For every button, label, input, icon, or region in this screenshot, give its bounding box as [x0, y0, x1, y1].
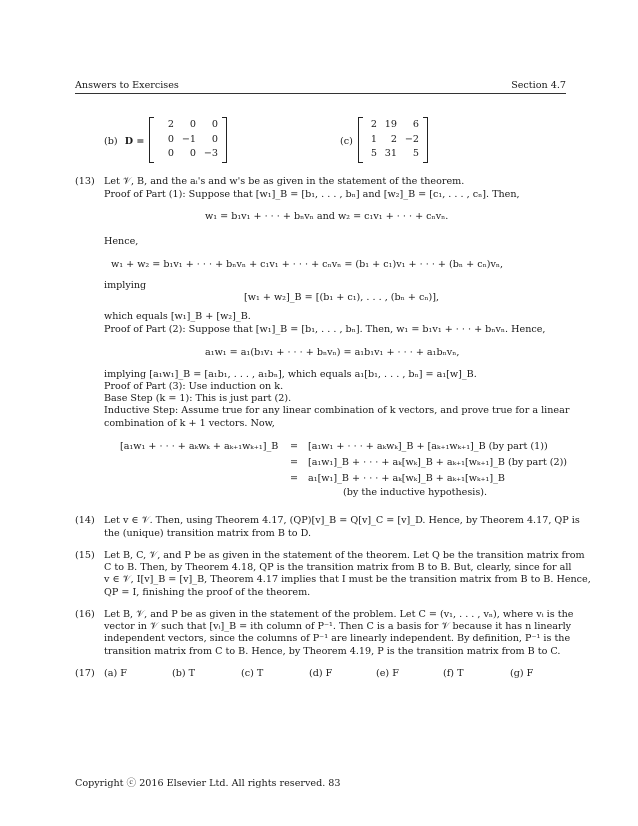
- answer-item: (a) F: [104, 668, 127, 679]
- ex13-equation: [w₁ + w₂]_B = [(b₁ + c₁), . . . , (bₙ + cₙ)],: [244, 292, 440, 303]
- ex15-number: (15): [75, 550, 95, 561]
- copyright-footer: Copyright ⓒ 2016 Elsevier Ltd. All rights reserved. 83: [75, 778, 341, 789]
- ex13-line: Inductive Step: Assume true for any linear combination of k vectors, and prove true for a linear: [104, 405, 570, 416]
- answer-item: (e) F: [376, 668, 399, 679]
- matrix-cell: −2: [404, 133, 419, 145]
- align-eq: =: [290, 441, 299, 452]
- part-b-label: [104, 136, 144, 149]
- matrix-cell: 0: [167, 148, 174, 159]
- matrix-cell: 5: [412, 148, 419, 159]
- align-lhs: [a₁w₁ + · · · + aₖwₖ + aₖ₊₁wₖ₊₁]_B: [120, 441, 279, 452]
- ex16-line: Let B, 𝒱, and P be as given in the statement of the problem. Let C = (v₁, . . . , vₙ), where vᵢ is the: [104, 609, 574, 620]
- matrix-c: [358, 117, 428, 163]
- matrix-cell: 0: [189, 119, 196, 130]
- matrix-cell: 31: [384, 148, 397, 159]
- ex13-line: combination of k + 1 vectors. Now,: [104, 418, 275, 429]
- matrix-c-grid: [363, 117, 423, 163]
- header-left: Answers to Exercises: [75, 80, 179, 91]
- matrix-cell: 2: [370, 119, 377, 130]
- running-header: [75, 80, 566, 94]
- align-rhs: [a₁w₁ + · · · + aₖwₖ]_B + [aₖ₊₁wₖ₊₁]_B (by part (1)): [308, 441, 548, 452]
- answer-item: (d) F: [309, 668, 333, 679]
- header-right: Section 4.7: [511, 80, 566, 91]
- align-note: (by the inductive hypothesis).: [343, 487, 488, 498]
- answer-item: (c) T: [241, 668, 264, 679]
- matrix-cell: 0: [167, 133, 174, 145]
- part-b-lhs: D =: [124, 136, 145, 147]
- ex17-number: (17): [75, 668, 95, 679]
- align-rhs: [a₁w₁]_B + · · · + aₖ[wₖ]_B + aₖ₊₁[wₖ₊₁]_B (by part (2)): [308, 457, 568, 468]
- ex13-line: Proof of Part (2): Suppose that [w₁]_B = [b₁, . . . , bₙ]. Then, w₁ = b₁v₁ + · · · + bₙvₙ. Hence,: [104, 324, 546, 335]
- align-eq: =: [290, 473, 299, 484]
- ex13-line: Proof of Part (3): Use induction on k.: [104, 381, 284, 392]
- matrix-cell: 0: [211, 119, 218, 130]
- ex13-line: which equals [w₁]_B + [w₂]_B.: [104, 311, 251, 322]
- ex13-equation: w₁ + w₂ = b₁v₁ + · · · + bₙvₙ + c₁v₁ + · · · + cₙvₙ = (b₁ + c₁)v₁ + · · · + (bₙ + cₙ)vₙ,: [111, 259, 504, 270]
- matrix-cell: 1: [370, 133, 377, 145]
- ex13-equation: w₁ = b₁v₁ + · · · + bₙvₙ and w₂ = c₁v₁ + · · · + cₙvₙ.: [205, 211, 449, 222]
- ex13-line: Hence,: [104, 236, 139, 247]
- ex14-line: the (unique) transition matrix from B to D.: [104, 528, 312, 539]
- ex15-line: Let B, C, 𝒱, and P be as given in the statement of the theorem. Let Q be the transition matrix from: [104, 550, 585, 561]
- ex13-line: Proof of Part (1): Suppose that [w₁]_B = [b₁, . . . , bₙ] and [w₂]_B = [c₁, . . . , cₙ]. Then,: [104, 189, 520, 200]
- ex13-line: Base Step (k = 1): This is just part (2).: [104, 393, 292, 404]
- matrix-cell: 0: [211, 133, 218, 145]
- matrix-cell: −3: [203, 148, 218, 159]
- matrix-cell: −1: [181, 133, 196, 145]
- ex16-line: transition matrix from C to B. Hence, by Theorem 4.19, P is the transition matrix from B to C.: [104, 646, 561, 657]
- ex14-line: Let v ∈ 𝒱. Then, using Theorem 4.17, (QP)[v]_B = Q[v]_C = [v]_D. Hence, by Theorem 4.17, QP is: [104, 515, 580, 526]
- ex15-line: QP = I, finishing the proof of the theorem.: [104, 587, 311, 598]
- answer-item: (f) T: [443, 668, 464, 679]
- matrix-cell: 2: [167, 119, 174, 130]
- ex13-line: implying: [104, 280, 147, 291]
- right-bracket: [222, 117, 227, 163]
- header-rule: [75, 93, 566, 94]
- ex16-line: independent vectors, since the columns of P⁻¹ are linearly independent. By definition, P⁻¹ is the: [104, 633, 571, 644]
- ex14-number: (14): [75, 515, 95, 526]
- answer-item: (g) F: [510, 668, 534, 679]
- ex13-number: (13): [75, 176, 95, 187]
- ex16-line: vector in 𝒱 such that [vᵢ]_B = ith column of P⁻¹. Then C is a basis for 𝒱 because it has n linearly: [104, 621, 572, 632]
- matrix-d: [149, 117, 227, 163]
- align-rhs: a₁[w₁]_B + · · · + aₖ[wₖ]_B + aₖ₊₁[wₖ₊₁]_B: [308, 473, 505, 484]
- matrix-d-grid: [154, 117, 222, 163]
- ex16-number: (16): [75, 609, 95, 620]
- matrix-cell: 19: [384, 119, 397, 130]
- part-c-label: (c): [340, 136, 353, 147]
- matrix-cell: 5: [370, 148, 377, 159]
- matrix-cell: 0: [189, 148, 196, 159]
- ex15-line: v ∈ 𝒱, I[v]_B = [v]_B, Theorem 4.17 implies that I must be the transition matrix from B to B. Hence,: [104, 574, 591, 585]
- right-bracket: [423, 117, 428, 163]
- matrix-cell: 6: [412, 119, 419, 130]
- align-eq: =: [290, 457, 299, 468]
- ex15-line: C to B. Then, by Theorem 4.18, QP is the transition matrix from B to B. But, clearly, since for all: [104, 562, 572, 573]
- answer-item: (b) T: [172, 668, 196, 679]
- matrix-cell: 2: [390, 133, 397, 145]
- ex13-line: Let 𝒱, B, and the aᵢ's and w's be as given in the statement of the theorem.: [104, 176, 465, 187]
- part-b-num: (b): [104, 136, 118, 147]
- ex13-equation: a₁w₁ = a₁(b₁v₁ + · · · + bₙvₙ) = a₁b₁v₁ + · · · + a₁bₙvₙ,: [205, 347, 460, 358]
- ex13-line: implying [a₁w₁]_B = [a₁b₁, . . . , a₁bₙ], which equals a₁[b₁, . . . , bₙ] = a₁[w]_B.: [104, 369, 477, 380]
